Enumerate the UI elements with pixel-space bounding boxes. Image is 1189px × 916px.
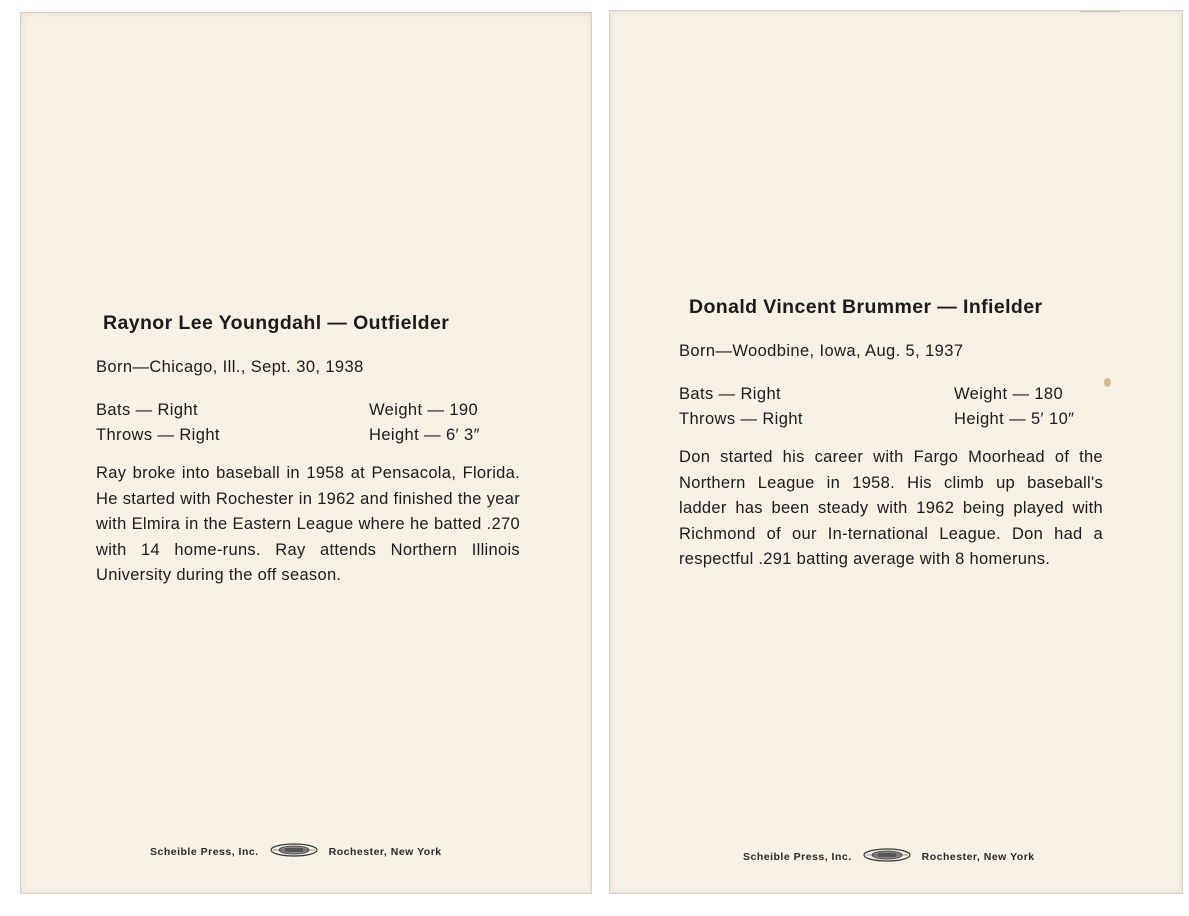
printer-credit <box>150 841 442 862</box>
printer-credit <box>743 846 1035 867</box>
player-bio: Ray broke into baseball in 1958 at Pensacola, Florida. He started with Rochester in 1962 and finished the year with Elmira in the Eastern League where he batted .270 with 14 home-runs. Ray attends Northern Illinois University during the off season. <box>96 464 520 585</box>
height-stat: Height — 6′ 3″ <box>369 426 480 444</box>
weight-stat: Weight — 180 <box>954 385 1064 403</box>
birth-info: Born—Woodbine, Iowa, Aug. 5, 1937 <box>679 342 964 360</box>
player-name: Donald Vincent Brummer — Infielder <box>689 296 1043 318</box>
bats-stat: Bats — Right <box>679 385 782 403</box>
player-bio: Don started his career with Fargo Moorhead of the Northern League in 1958. His climb up baseball's ladder has been steady with 1962 being played with Richmond of our In-ternational League. Don had a respectful .291 batting average with 8 homeruns. <box>679 448 1103 569</box>
scheible-press-logo-icon <box>862 846 912 867</box>
printer-location: Rochester, New York <box>921 850 1035 863</box>
batting-throwing <box>96 398 220 448</box>
throws-stat: Throws — Right <box>679 410 803 428</box>
card-edge-mark <box>1080 11 1120 12</box>
birth-info: Born—Chicago, Ill., Sept. 30, 1938 <box>96 358 364 376</box>
weight-stat: Weight — 190 <box>369 401 479 419</box>
bats-stat: Bats — Right <box>96 401 199 419</box>
batting-throwing <box>679 382 803 432</box>
throws-stat: Throws — Right <box>96 426 220 444</box>
printer-location: Rochester, New York <box>328 845 442 858</box>
physical-stats <box>369 398 480 448</box>
printer-name: Scheible Press, Inc. <box>743 850 852 863</box>
player-name: Raynor Lee Youngdahl — Outfielder <box>103 312 450 334</box>
player-card-youngdahl <box>20 12 592 894</box>
printer-name: Scheible Press, Inc. <box>150 845 259 858</box>
physical-stats <box>954 382 1074 432</box>
paper-stain <box>1104 378 1111 387</box>
scheible-press-logo-icon <box>269 841 319 862</box>
height-stat: Height — 5′ 10″ <box>954 410 1075 428</box>
player-card-brummer <box>609 10 1183 894</box>
